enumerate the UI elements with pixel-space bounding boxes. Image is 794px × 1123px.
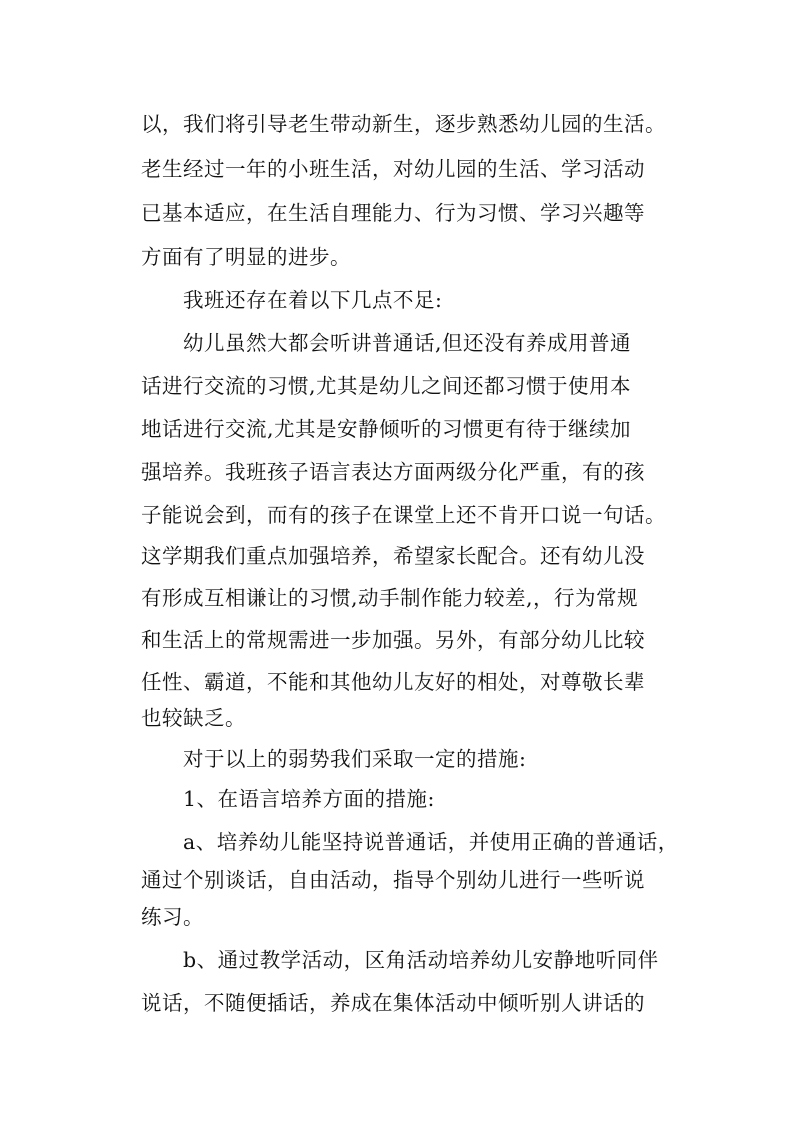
text-line: 子能说会到，而有的孩子在课堂上还不肯开口说一句话。 [141, 503, 666, 527]
text-line: 幼儿虽然大都会听讲普通话,但还没有养成用普通 [183, 331, 632, 355]
text-line: 以，我们将引导老生带动新生，逐步熟悉幼儿园的生活。 [141, 112, 666, 136]
text-line: b、通过教学活动，区角活动培养幼儿安静地听同伴 [183, 948, 659, 972]
text-line: 通过个别谈话，自由活动，指导个别幼儿进行一些听说 [141, 868, 645, 892]
text-line: 我班还存在着以下几点不足: [183, 288, 443, 312]
text-line: 1、在语言培养方面的措施: [183, 787, 435, 811]
text-line: 这学期我们重点加强培养，希望家长配合。还有幼儿没 [141, 544, 645, 568]
text-line: 对于以上的弱势我们采取一定的措施: [183, 747, 527, 771]
text-line: 练习。 [141, 905, 204, 929]
text-line: 老生经过一年的小班生活，对幼儿园的生活、学习活动 [141, 157, 645, 181]
text-line: 任性、霸道，不能和其他幼儿友好的相处，对尊敬长辈 [141, 670, 645, 694]
text-line: 有形成互相谦让的习惯,动手制作能力较差,，行为常规 [141, 586, 639, 610]
text-line: 也较缺乏。 [141, 706, 246, 730]
text-line: 说话，不随便插话，养成在集体活动中倾听别人讲话的 [141, 991, 645, 1015]
text-line: 强培养。我班孩子语言表达方面两级分化严重，有的孩 [141, 460, 645, 484]
text-line: 已基本适应，在生活自理能力、行为习惯、学习兴趣等 [141, 201, 645, 225]
text-line: 地话进行交流,尤其是安静倾听的习惯更有待于继续加 [141, 417, 632, 441]
text-line: 话进行交流的习惯,尤其是幼儿之间还都习惯于使用本 [141, 374, 632, 398]
text-line: 和生活上的常规需进一步加强。另外，有部分幼儿比较 [141, 628, 645, 652]
text-line: a、培养幼儿能坚持说普通话，并使用正确的普通话， [183, 830, 679, 854]
text-line: 方面有了明显的进步。 [141, 245, 351, 269]
